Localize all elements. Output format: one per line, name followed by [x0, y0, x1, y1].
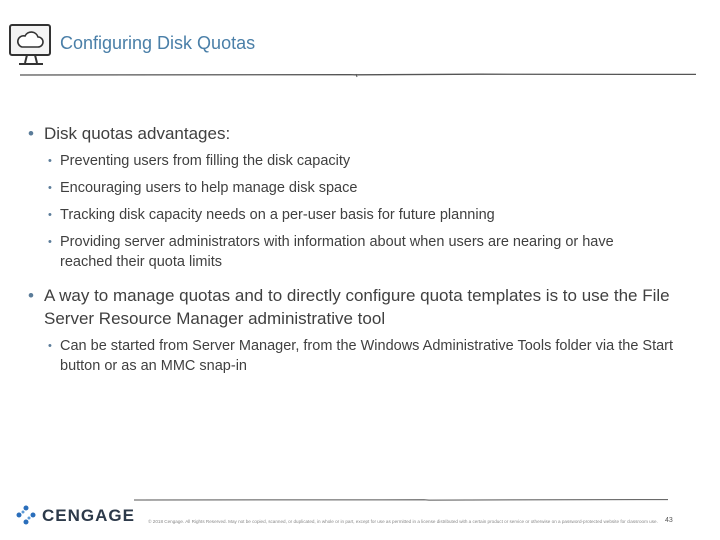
title-divider: [20, 70, 696, 80]
page-number: 43: [665, 517, 673, 524]
sub-bullet-encouraging: • Encouraging users to help manage disk space: [48, 180, 358, 196]
sub-bullet-preventing: • Preventing users from filling the disk capacity: [48, 153, 351, 169]
sub-bullet-can-be-started: • Can be started from Server Manager, from the Windows Administrative Tools folder via the Start button or as an MMC snap-in: [48, 338, 674, 374]
copyright-notice: © 2018 Cengage. All Rights Reserved. May not be copied, scanned, or duplicated, in whole or in part, except for use as permitted in a license distributed with a certain product or service or otherwise on a password-protected website for classroom use.: [148, 519, 658, 524]
cengage-mark-icon: [14, 503, 38, 527]
bullet-file-server-resource-manager: • A way to manage quotas and to directly configure quota templates is to use the File Server Resource Manager administrative tool: [28, 286, 670, 328]
cengage-wordmark: CENGAGE: [42, 506, 135, 525]
sub-bullet-providing: • Providing server administrators with information about when users are nearing or have reached their quota limits: [48, 234, 614, 270]
sub-bullet-tracking: • Tracking disk capacity needs on a per-user basis for future planning: [48, 207, 495, 223]
bullet-disk-quotas-advantages: • Disk quotas advantages:: [28, 124, 231, 143]
footer-divider: [134, 496, 668, 504]
cengage-logo: [14, 501, 144, 533]
cloud-monitor-icon: [7, 22, 55, 68]
slide-title: Configuring Disk Quotas: [60, 33, 256, 53]
